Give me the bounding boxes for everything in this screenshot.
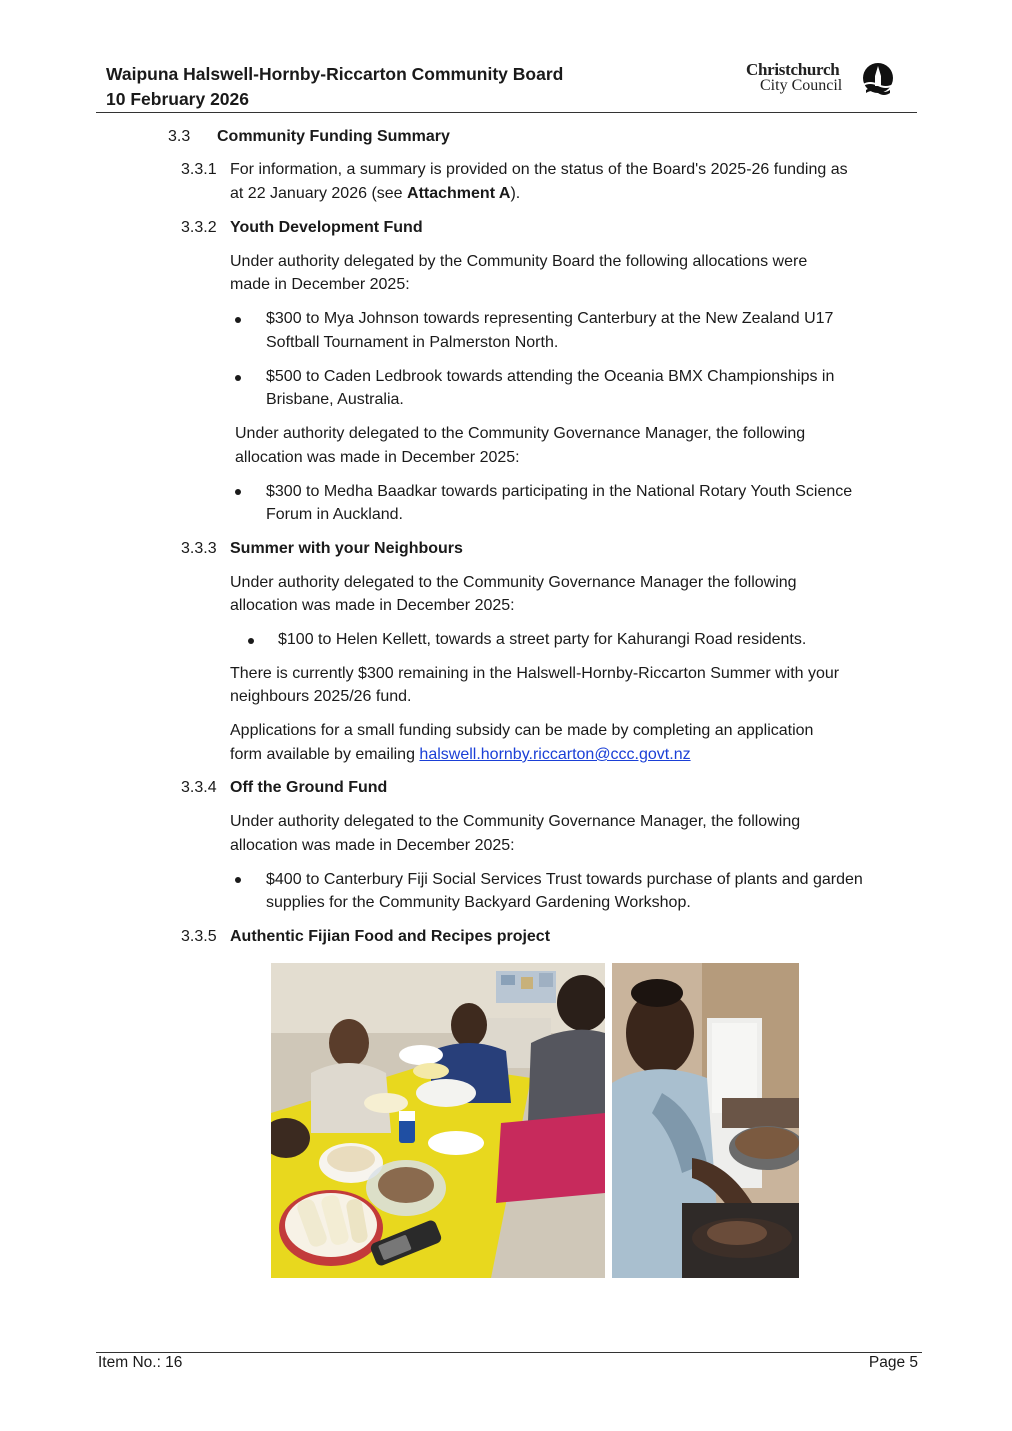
item-333-para2-line2: neighbours 2025/26 fund. — [230, 688, 412, 705]
meeting-date: 10 February 2026 — [106, 89, 250, 109]
item-334-title: Off the Ground Fund — [230, 779, 388, 796]
header-rule — [96, 112, 917, 113]
photo-group-meal — [271, 963, 605, 1278]
item-333-para1-line1: Under authority delegated to the Community Governance Manager the following — [230, 574, 797, 591]
item-number: Item No.: 16 — [98, 1354, 183, 1371]
photo-cooking — [612, 963, 799, 1278]
bullet-icon — [235, 489, 241, 495]
item-number-331: 3.3.1 — [181, 161, 217, 178]
board-name: Waipuna Halswell-Hornby-Riccarton Community Board — [106, 64, 564, 84]
section-title: Community Funding Summary — [217, 128, 450, 145]
item-333-title: Summer with your Neighbours — [230, 540, 463, 557]
item-334-para1-line1: Under authority delegated to the Community Governance Manager, the following — [230, 813, 801, 830]
item-332-bullet3-line2: Forum in Auckland. — [266, 506, 403, 523]
email-link[interactable]: halswell.hornby.riccarton@ccc.govt.nz — [419, 746, 691, 763]
item-332-bullet1-line2: Softball Tournament in Palmerston North. — [266, 334, 559, 351]
item-332-para2-line1: Under authority delegated to the Community Governance Manager, the following — [235, 425, 806, 442]
item-number-332: 3.3.2 — [181, 219, 217, 236]
item-332-title: Youth Development Fund — [230, 219, 423, 236]
bullet-icon — [248, 638, 254, 644]
item-335-title: Authentic Fijian Food and Recipes project — [230, 928, 551, 945]
item-number-334: 3.3.4 — [181, 779, 217, 796]
item-334-bullet1-line2: supplies for the Community Backyard Gardening Workshop. — [266, 894, 691, 911]
footer-rule — [96, 1352, 922, 1353]
section-number: 3.3 — [168, 128, 191, 145]
item-333-para3-line1: Applications for a small funding subsidy can be made by completing an application — [230, 722, 814, 739]
bullet-icon — [235, 375, 241, 381]
item-334-para1-line2: allocation was made in December 2025: — [230, 837, 515, 854]
item-334-bullet1-line1: $400 to Canterbury Fiji Social Services Trust towards purchase of plants and garden — [266, 871, 863, 888]
item-number-333: 3.3.3 — [181, 540, 217, 557]
item-number-335: 3.3.5 — [181, 928, 217, 945]
logo-line-2: City Council — [760, 77, 843, 94]
attachment-reference: Attachment A — [407, 185, 511, 202]
item-332-para2-line2: allocation was made in December 2025: — [235, 449, 520, 466]
meeting-header — [106, 62, 563, 112]
item-332-bullet1-line1: $300 to Mya Johnson towards representing Canterbury at the New Zealand U17 — [266, 310, 834, 327]
page-number: Page 5 — [868, 1354, 918, 1371]
item-331-line2: at 22 January 2026 (see Attachment A). — [230, 185, 521, 202]
cathedral-logo-icon — [860, 62, 896, 98]
group-meal-illustration — [271, 963, 605, 1278]
item-333-bullet1: $100 to Helen Kellett, towards a street party for Kahurangi Road residents. — [278, 631, 807, 648]
item-332-para1-line2: made in December 2025: — [230, 276, 410, 293]
item-333-para2-line1: There is currently $300 remaining in the Halswell-Hornby-Riccarton Summer with your — [230, 665, 840, 682]
item-331-line1: For information, a summary is provided on the status of the Board's 2025-26 funding as — [230, 161, 848, 178]
cooking-illustration — [612, 963, 799, 1278]
bullet-icon — [235, 317, 241, 323]
council-logo — [746, 62, 896, 102]
item-332-bullet3-line1: $300 to Medha Baadkar towards participating in the National Rotary Youth Science — [266, 483, 853, 500]
item-332-bullet2-line2: Brisbane, Australia. — [266, 391, 404, 408]
item-332-para1-line1: Under authority delegated by the Community Board the following allocations were — [230, 253, 808, 270]
bullet-icon — [235, 877, 241, 883]
item-332-bullet2-line1: $500 to Caden Ledbrook towards attending the Oceania BMX Championships in — [266, 368, 835, 385]
item-333-para3-line2: form available by emailing halswell.hornby.riccarton@ccc.govt.nz — [230, 746, 691, 763]
item-333-para1-line2: allocation was made in December 2025: — [230, 597, 515, 614]
logo-line-1: Christchurch — [746, 60, 840, 79]
